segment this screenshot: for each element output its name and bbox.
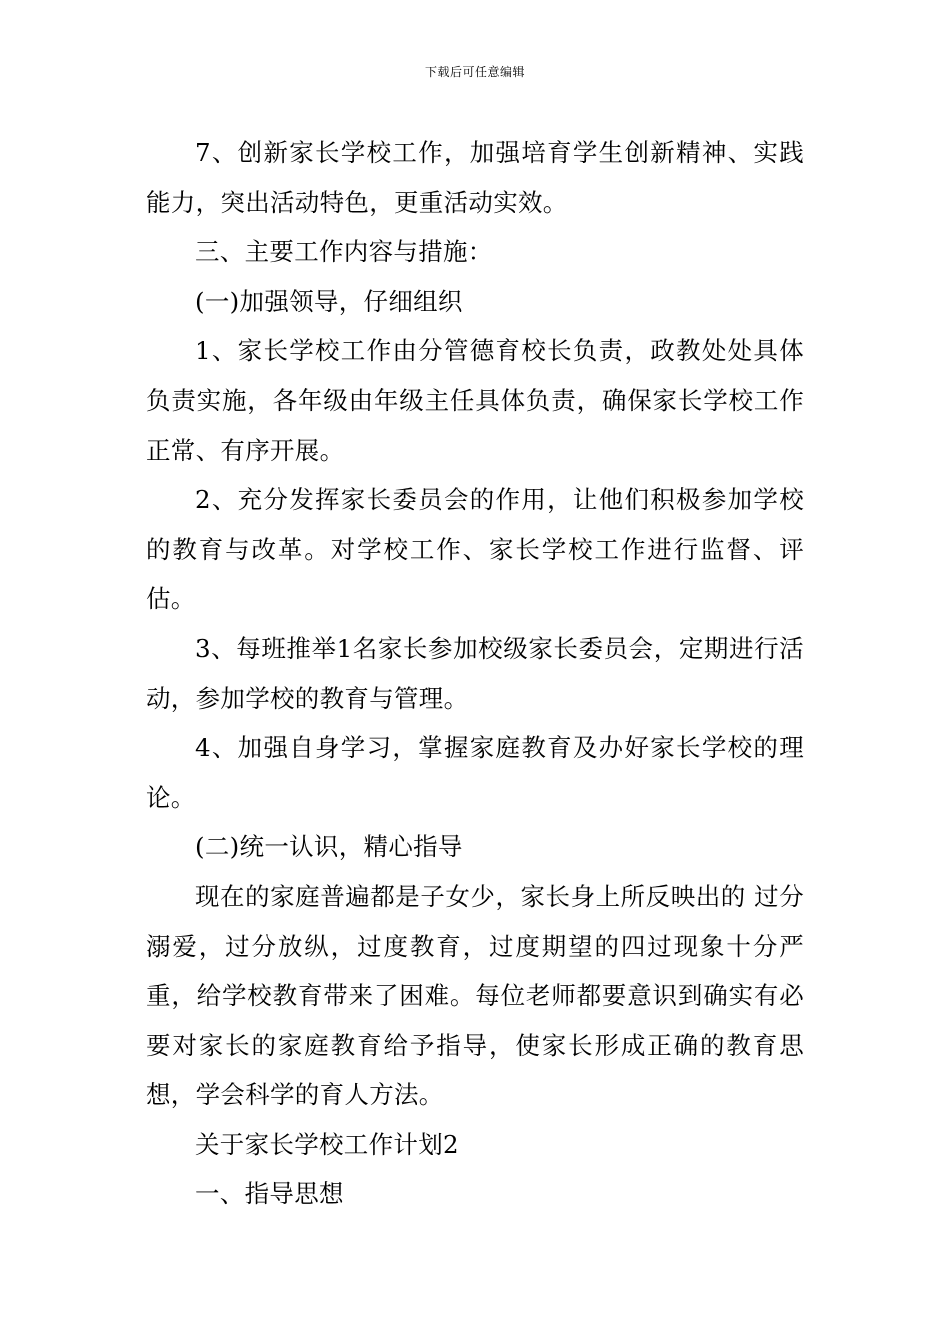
document-title-plan-2: 关于家长学校工作计划2 (195, 1129, 459, 1159)
paragraph-family-education: 现在的家庭普遍都是子女少，家长身上所反映出的 过分溺爱，过分放纵，过度教育，过度期望的四过现象十分严重，给学校教育带来了困难。每位老师都要意识到确实有必要对家长的家庭教育给予指导，使家长形成正确的教育思想，学会科学的育人方法。 (146, 881, 804, 1110)
subsection-heading-leadership: (一)加强领导，仔细组织 (195, 286, 463, 316)
paragraph-item-1: 1、家长学校工作由分管德育校长负责，政教处处具体负责实施，各年级由年级主任具体负责，确保家长学校工作正常、有序开展。 (146, 336, 804, 465)
paragraph-item-7: 7、创新家长学校工作，加强培育学生创新精神、实践能力，突出活动特色，更重活动实效。 (146, 138, 804, 217)
paragraph-item-4: 4、加强自身学习，掌握家庭教育及办好家长学校的理论。 (146, 733, 804, 812)
paragraph-item-2: 2、充分发挥家长委员会的作用，让他们积极参加学校的教育与改革。对学校工作、家长学校工作进行监督、评估。 (146, 485, 804, 614)
paragraph-item-3: 3、每班推举1名家长参加校级家长委员会，定期进行活动，参加学校的教育与管理。 (146, 633, 804, 713)
document-body (146, 128, 804, 1219)
section-heading-main-work: 三、主要工作内容与措施： (195, 237, 493, 267)
subsection-heading-guidance: (二)统一认识，精心指导 (195, 832, 463, 862)
section-heading-guiding-thought: 一、指导思想 (195, 1179, 344, 1209)
page-header: 下载后可任意编辑 (424, 65, 525, 79)
